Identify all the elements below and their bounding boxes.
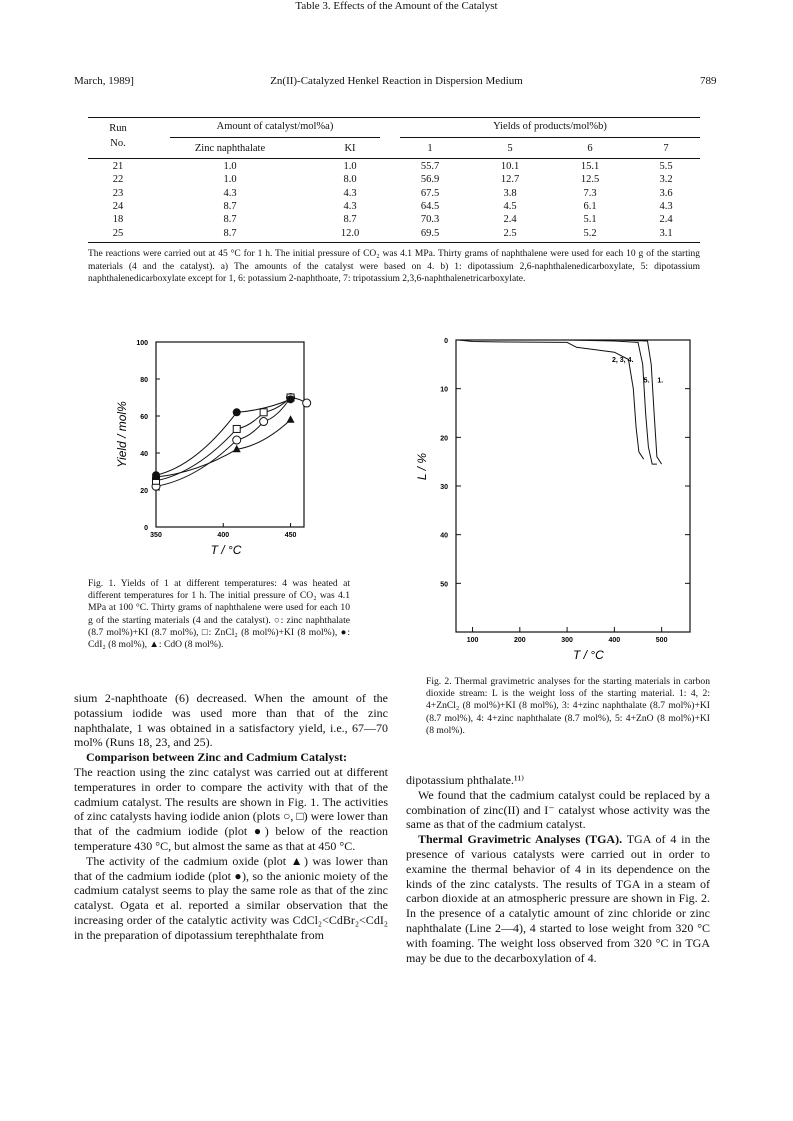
y-tick-label: 60	[140, 414, 148, 421]
table-header-run: Run	[109, 123, 127, 134]
data-point-open-circle	[233, 436, 241, 444]
table-cell-ki: 12.0	[340, 227, 360, 239]
table-cell-p1: 64.5	[420, 200, 440, 212]
table-header-p7: 7	[663, 143, 669, 154]
fig1-chart	[108, 332, 318, 562]
y-tick-label: 20	[440, 435, 448, 443]
x-tick-label: 300	[561, 637, 573, 644]
table-cell-ki: 8.7	[343, 214, 357, 226]
table-cell-zn: 4.3	[223, 187, 237, 199]
table-cell-zn: 1.0	[223, 174, 237, 186]
table-cell-ki: 4.3	[343, 200, 357, 212]
y-tick-label: 0	[444, 338, 448, 345]
data-point-filled-circle	[233, 408, 241, 416]
table-cell-p5: 3.8	[503, 187, 517, 199]
left-column	[74, 691, 388, 943]
data-point-open-square	[233, 425, 240, 432]
x-axis-label: T / °C	[210, 543, 242, 557]
table-header-p6: 6	[587, 143, 593, 154]
fig1-plot-frame	[156, 342, 304, 527]
table-header-zn: Zinc naphthalate	[194, 143, 266, 154]
table-cell-p5: 2.5	[503, 227, 517, 239]
table-cell-run: 21	[112, 161, 124, 172]
paragraph: We found that the cadmium catalyst could be replaced by a combination of zinc(II) and I⁻ catalyst whose activity was the same as that of the cadmium catalyst.	[406, 787, 710, 832]
x-tick-label: 400	[608, 637, 621, 644]
table-cell-p1: 55.7	[420, 161, 440, 172]
x-tick-label: 200	[513, 637, 526, 644]
table-group-rule-catalyst	[170, 137, 380, 138]
table-cell-p6: 7.3	[583, 187, 597, 199]
paragraph: dipotassium phthalate.¹¹⁾	[406, 773, 525, 787]
table-bottom-rule	[88, 242, 700, 243]
table-cell-p7: 3.2	[659, 174, 673, 186]
table-cell-p7: 5.5	[659, 161, 673, 172]
section-heading: Thermal Gravimetric Analyses (TGA).	[418, 832, 623, 847]
table-cell-p5: 12.7	[500, 174, 520, 186]
table-cell-run: 23	[112, 187, 124, 199]
y-axis-label: Yield / mol%	[115, 401, 129, 468]
table-cell-run: 24	[112, 200, 124, 212]
table-header-yields: Yields of products/mol%b)	[493, 121, 607, 132]
paragraph: The reaction using the zinc catalyst was carried out at different temperatures in order to compare the activity with that of the cadmium catalyst. The results are shown in Fig. 1. The activities of zinc catalysts having iodide anion (plots ○, □) were lower than that of the cadmium iodide (plot ●) below of the reaction temperature 430 °C, but almost the same as that at 450 °C.	[74, 764, 388, 853]
data-point-filled-circle	[287, 395, 295, 403]
table-header-p5: 5	[507, 143, 513, 154]
table-header-rule	[88, 158, 700, 159]
y-tick-label: 50	[440, 581, 448, 589]
data-point-open-square	[260, 409, 267, 416]
table-cell-zn: 8.7	[223, 214, 237, 226]
table-title: Table 3. Effects of the Amount of the Catalyst	[295, 0, 498, 12]
table-cell-p6: 5.1	[583, 214, 597, 226]
table-cell-zn: 1.0	[223, 161, 237, 172]
x-tick-label: 400	[217, 532, 230, 539]
right-column	[406, 773, 710, 965]
paragraph-text: TGA of 4 in the presence of various catalysts were carried out in order to examine the thermal behavior of 4 in its dependence on the kinds of the zinc catalysts. The results of TGA in a steam of carbon dioxide at an atmospheric pressure are shown in Fig. 2. In the presence of a catalytic amount of zinc chloride or zinc naphthalate (Line 2—4), 4 started to lose weight from 320 °C with foaming. The weight loss observed from 320 °C in TGA may be due to the decarboxylation of 4.	[406, 832, 710, 965]
table-cell-ki: 4.3	[343, 187, 357, 199]
table-cell-ki: 1.0	[343, 161, 357, 172]
table-footnote: The reactions were carried out at 45 °C for 1 h. The initial pressure of CO₂ was 4.1 MPa. Thirty grams of naphthalene were used for each 10 g of the starting materials (4 and the catalyst). a) The amounts of the catalyst were based on 4. b) 1: dipotassium 2,6-naphthalenedicarboxylate, 5: dipotassium naphthalenedicarboxylate except for 1, 6: potassium 2-naphthoate, 7: tripotassium 2,3,6-naphthalenetricarboxylate.	[88, 249, 700, 285]
x-tick-label: 500	[655, 637, 668, 644]
table-cell-zn: 8.7	[223, 227, 237, 239]
table-header-p1: 1	[427, 143, 433, 154]
table-header-catalyst: Amount of catalyst/mol%a)	[216, 121, 334, 132]
fig2-chart	[410, 335, 710, 665]
x-tick-label: 100	[466, 637, 479, 644]
running-header-title: Zn(II)-Catalyzed Henkel Reaction in Dispersion Medium	[270, 75, 523, 87]
table-cell-p1: 67.5	[420, 187, 440, 199]
page-number: 789	[700, 75, 717, 87]
data-point-open-circle	[260, 418, 268, 426]
y-tick-label: 100	[136, 340, 148, 347]
table-header-no: No.	[110, 138, 126, 149]
section-heading: Comparison between Zinc and Cadmium Catalyst:	[86, 750, 348, 765]
y-tick-label: 0	[144, 525, 148, 532]
fig2-plot-frame	[456, 340, 690, 632]
paragraph: The activity of the cadmium oxide (plot ▲) was lower than that of the cadmium iodide (plot ●), so the anionic moiety of the cadmium catalyst seems to play the same role as that of the zinc catalyst. Ogata et al. reported a similar observation that the increasing order of the catalytic activity was CdCl₂<CdBr₂<CdI₂ in the preparation of dipotassium terephthalate from	[74, 853, 388, 942]
table-cell-p5: 2.4	[503, 214, 517, 226]
y-tick-label: 20	[140, 488, 148, 495]
curve-label: 5.	[643, 377, 650, 385]
table-cell-p7: 3.6	[659, 187, 673, 199]
data-point-filled-triangle	[287, 415, 295, 423]
table-cell-p7: 4.3	[659, 200, 673, 212]
paragraph	[406, 832, 710, 965]
x-tick-label: 450	[284, 532, 297, 539]
table-cell-run: 25	[112, 227, 124, 239]
table-cell-p7: 2.4	[659, 214, 673, 226]
data-point-open-circle	[303, 399, 311, 407]
table-top-rule	[88, 117, 700, 118]
curve-label: 1.	[657, 377, 664, 385]
table-cell-p5: 4.5	[503, 200, 517, 212]
x-tick-label: 350	[150, 532, 162, 539]
table-cell-ki: 8.0	[343, 174, 357, 186]
table-cell-run: 22	[112, 174, 124, 186]
y-tick-label: 40	[140, 451, 148, 458]
curve-label: 2, 3, 4.	[612, 356, 634, 364]
y-tick-label: 80	[140, 377, 148, 384]
table-cell-p1: 56.9	[420, 174, 440, 186]
fig1-caption: Fig. 1. Yields of 1 at different temperatures: 4 was heated at different temperatures for 1 h. The initial pressure of CO₂ was 4.1 MPa at 100 °C. Thirty grams of naphthalene were used for each 10 g of the starting materials (4 and the catalyst). ○: zinc naphthalate (8.7 mol%)+KI (8.7 mol%), □: ZnCl₂ (8 mol%)+KI (8 mol%), ●: CdI₂ (8 mol%), ▲: CdO (8 mol%).	[88, 578, 350, 651]
table-cell-p1: 69.5	[420, 227, 440, 239]
table-cell-p5: 10.1	[500, 161, 520, 172]
paragraph: sium 2-naphthoate (6) decreased. When the amount of the potassium iodide was used more than that of the zinc naphthalate, 1 was obtained in a satisfactory yield, i.e., 67—70 mol% (Runs 18, 23, and 25).	[74, 691, 388, 750]
table-group-rule-yields	[400, 137, 700, 138]
running-header-left: March, 1989]	[74, 75, 134, 87]
y-tick-label: 10	[440, 386, 448, 394]
x-axis-label: T / °C	[572, 648, 604, 662]
table-cell-p7: 3.1	[659, 227, 673, 239]
y-tick-label: 40	[440, 532, 448, 540]
fig2-caption: Fig. 2. Thermal gravimetric analyses for the starting materials in carbon dioxide stream: L is the weight loss of the starting material. 1: 4, 2: 4+ZnCl₂ (8 mol%)+KI (8 mol%), 3: 4+zinc naphthalate (8.7 mol%)+KI (8.7 mol%), 4: 4+zinc naphthalate (8.7 mol%), 5: 4+ZnO (8 mol%)+KI (8 mol%).	[426, 676, 710, 736]
y-axis-label: L / %	[415, 452, 429, 481]
table-cell-p6: 5.2	[583, 227, 597, 239]
y-tick-label: 30	[440, 484, 448, 491]
table-cell-p1: 70.3	[420, 214, 440, 226]
table-cell-p6: 6.1	[583, 200, 597, 212]
table-cell-run: 18	[112, 214, 124, 226]
table-cell-zn: 8.7	[223, 200, 237, 212]
table-cell-p6: 12.5	[580, 174, 600, 186]
table-cell-p6: 15.1	[580, 161, 600, 172]
table-header-ki: KI	[344, 143, 356, 154]
